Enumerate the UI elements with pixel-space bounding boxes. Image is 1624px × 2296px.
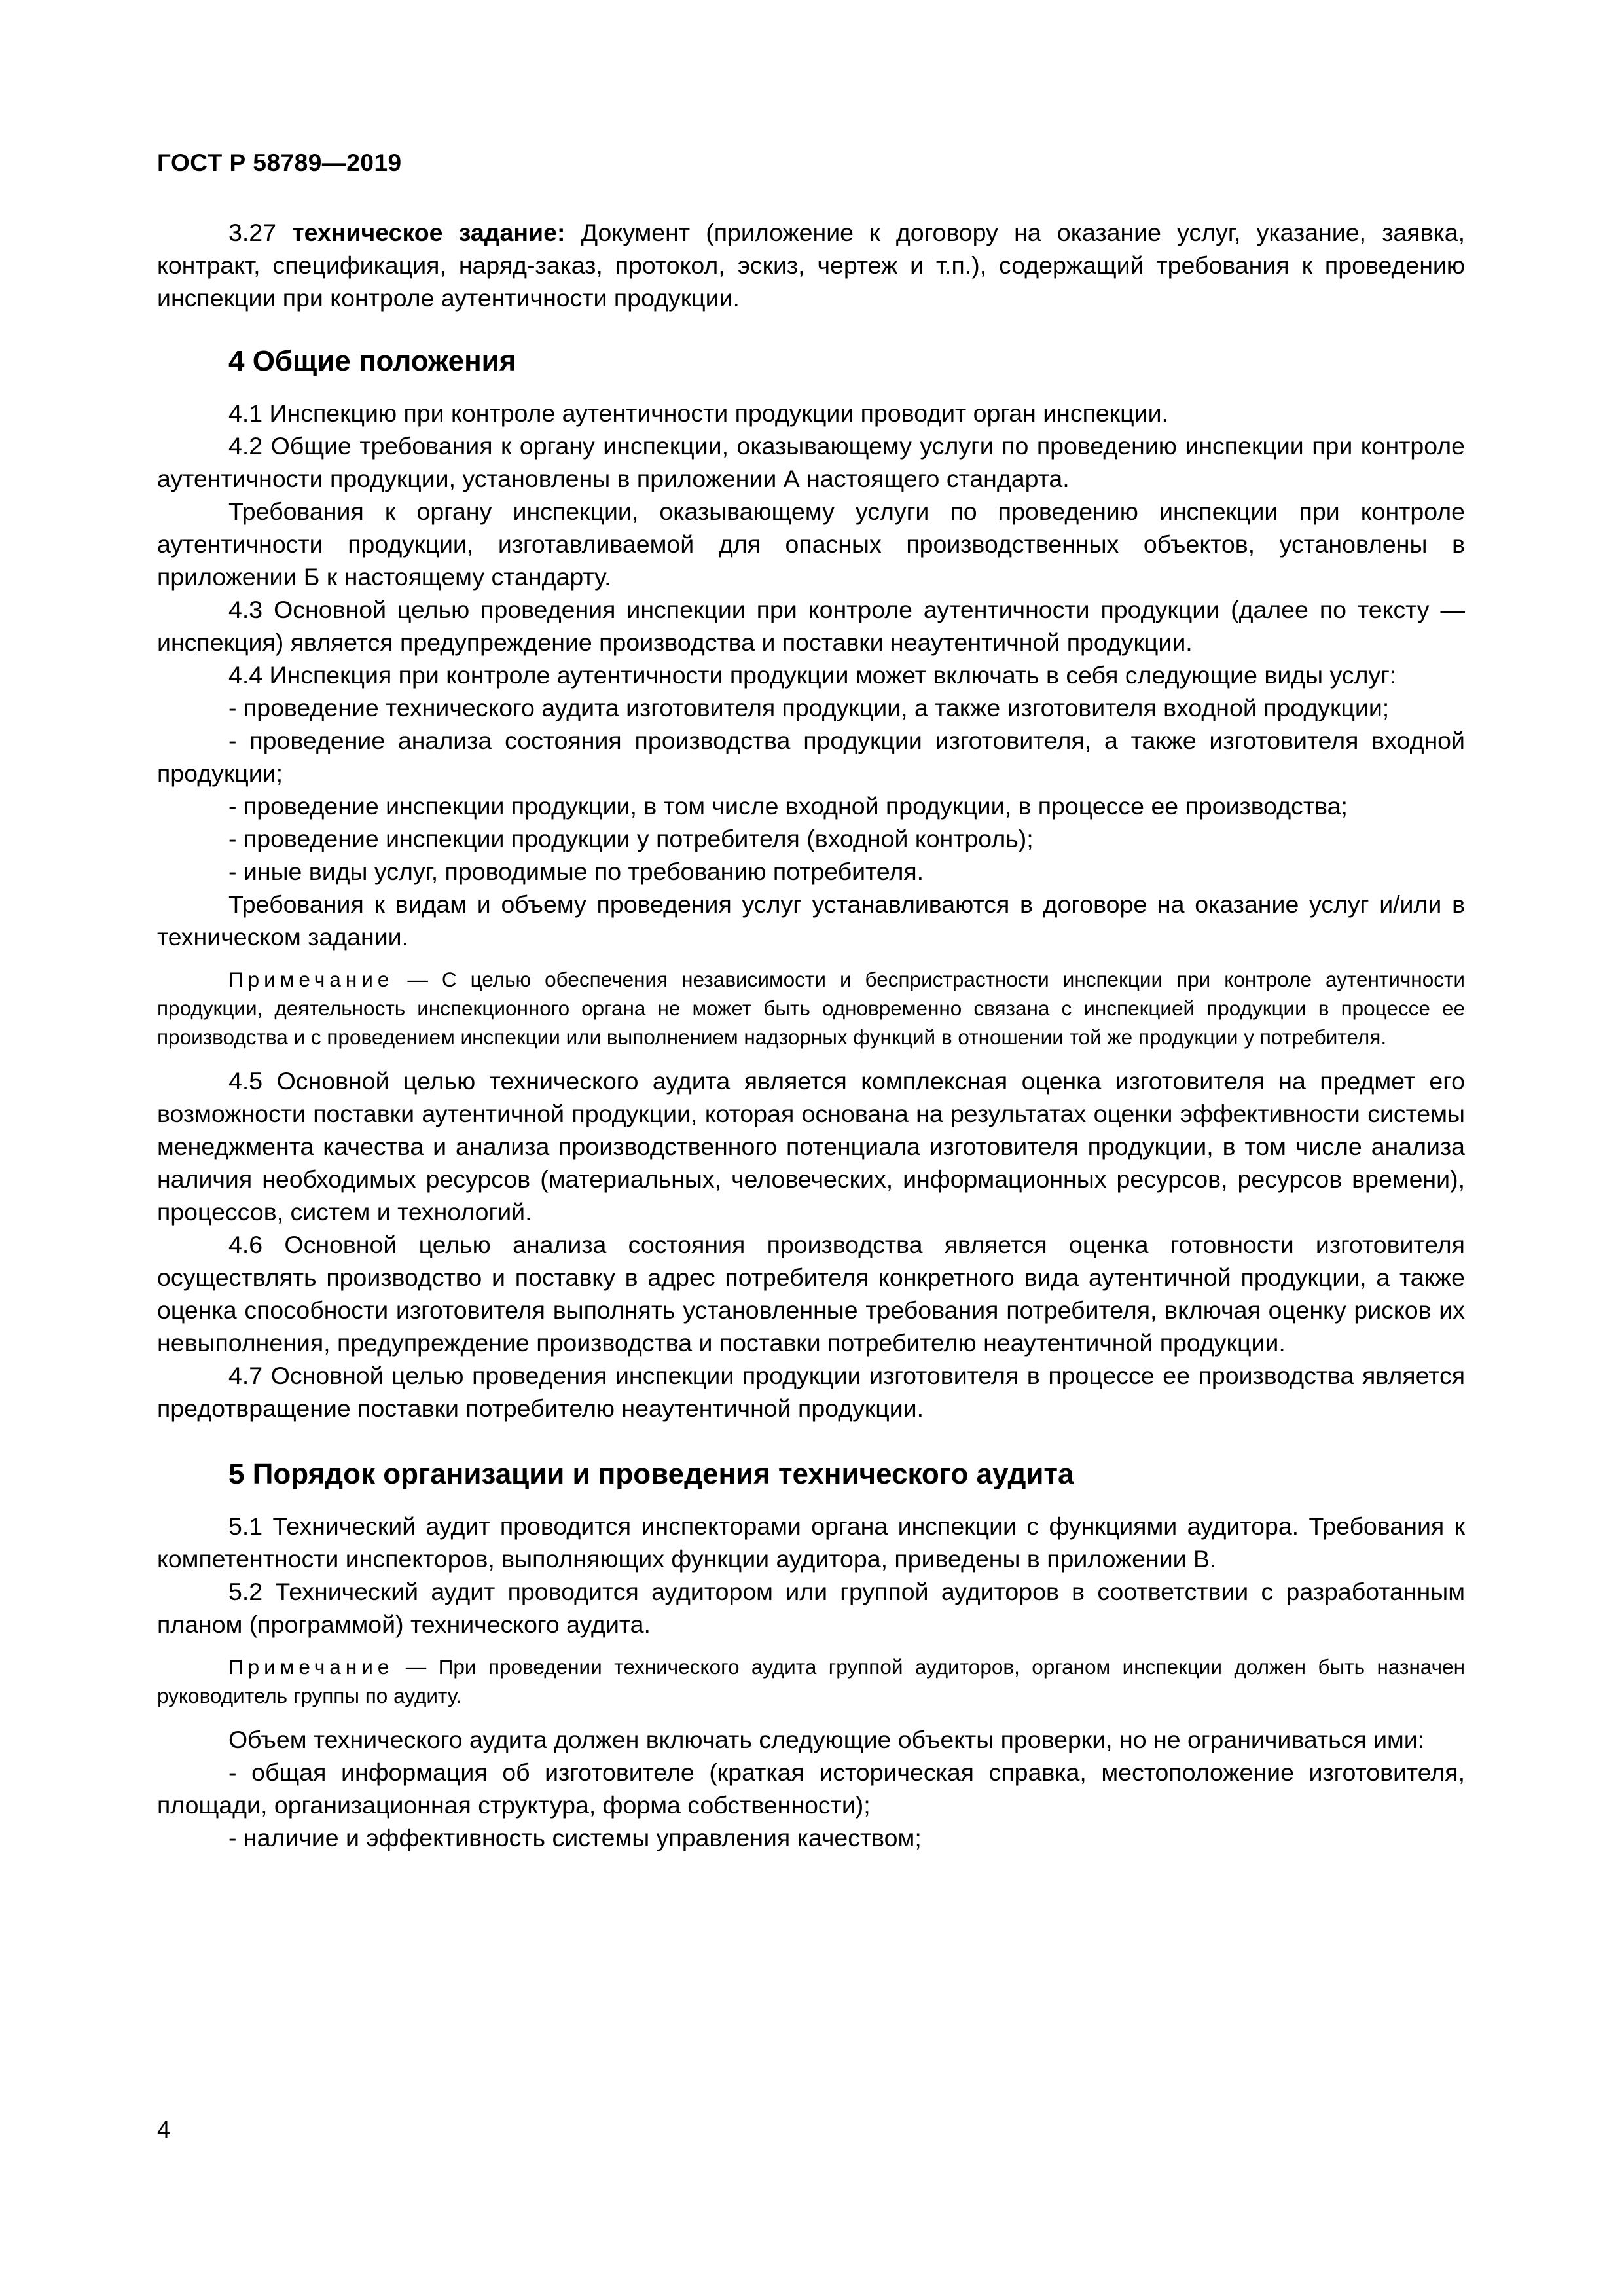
clause-number: 3.27 <box>228 219 276 246</box>
section-5-heading: 5 Порядок организации и проведения технического аудита <box>228 1458 1074 1490</box>
list-item: - проведение анализа состояния производства продукции изготовителя, а также изготовителя входной продукции; <box>157 727 1465 787</box>
list-item: - проведение инспекции продукции у потребителя (входной контроль); <box>228 825 1034 852</box>
clause-5-1: 5.1 Технический аудит проводится инспекторами органа инспекции с функциями аудитора. Требования к компетентности инспекторов, выполняющих функции аудитора, приведены в приложении В. <box>157 1512 1465 1573</box>
list-item: - общая информация об изготовителе (краткая историческая справка, местоположение изготовителя, площади, организационная структура, форма собственности); <box>157 1758 1465 1819</box>
note-text: — С целью обеспечения независимости и беспристрастности инспекции при контроле аутентичности продукции, деятельность инспекционного органа не может быть одновременно связана с инспекцией продукции в процессе ее производства и с проведением инспекции или выполнением надзорных функций в отношении той же продукции у потребителя. <box>157 968 1465 1049</box>
paragraph-audit-scope: Объем технического аудита должен включать следующие объекты проверки, но не ограничиваться ими: <box>228 1726 1425 1753</box>
paragraph-service-requirements: Требования к видам и объему проведения услуг устанавливаются в договоре на оказание услуг и/или в техническом задании. <box>157 890 1465 951</box>
list-item: - наличие и эффективность системы управления качеством; <box>228 1824 922 1851</box>
note-label: Примечание <box>228 1655 394 1679</box>
clause-4-1: 4.1 Инспекцию при контроле аутентичности продукции проводит орган инспекции. <box>228 399 1168 427</box>
paragraph-requirements-hazardous: Требования к органу инспекции, оказывающему услуги по проведению инспекции при контроле аутентичности продукции, изготавливаемой для опасных производственных объектов, установлены в приложении Б к настоящему стандарту. <box>157 498 1465 591</box>
note-label: Примечание <box>228 968 394 991</box>
clause-4-3: 4.3 Основной целью проведения инспекции при контроле аутентичности продукции (далее по тексту — инспекция) является предупреждение производства и поставки неаутентичной продукции. <box>157 596 1465 656</box>
document-code-header: ГОСТ Р 58789—2019 <box>157 149 402 176</box>
note-text: — При проведении технического аудита группой аудиторов, органом инспекции должен быть назначен руководитель группы по аудиту. <box>157 1655 1465 1707</box>
clause-4-6: 4.6 Основной целью анализа состояния производства является оценка готовности изготовителя осуществлять производство и поставку в адрес потребителя конкретного вида аутентичной продукции, а также оценка способности изготовителя выполнять установленные требования потребителя, включая оценку рисков их невыполнения, предупреждение производства и поставки потребителю неаутентичной продукции. <box>157 1231 1465 1357</box>
term-title: техническое задание: <box>292 219 566 246</box>
section-4-heading: 4 Общие положения <box>228 345 516 377</box>
page-number: 4 <box>157 2116 171 2143</box>
clause-5-2: 5.2 Технический аудит проводится аудитором или группой аудиторов в соответствии с разработанным планом (программой) технического аудита. <box>157 1578 1465 1638</box>
clause-3-27 <box>157 216 1465 314</box>
list-item: - проведение технического аудита изготовителя продукции, а также изготовителя входной продукции; <box>228 694 1390 721</box>
clause-4-2: 4.2 Общие требования к органу инспекции, оказывающему услуги по проведению инспекции при контроле аутентичности продукции, установлены в приложении А настоящего стандарта. <box>157 432 1465 492</box>
page-body <box>157 216 1465 1854</box>
list-item: - иные виды услуг, проводимые по требованию потребителя. <box>228 858 924 885</box>
term-definition: Документ (приложение к договору на оказание услуг, указание, заявка, контракт, спецификация, наряд-заказ, протокол, эскиз, чертеж и т.п.), содержащий требования к проведению инспекции при контроле аутентичности продукции. <box>157 219 1466 312</box>
clause-4-4: 4.4 Инспекция при контроле аутентичности продукции может включать в себя следующие виды услуг: <box>228 661 1397 689</box>
list-item: - проведение инспекции продукции, в том числе входной продукции, в процессе ее производства; <box>228 792 1348 820</box>
clause-4-5: 4.5 Основной целью технического аудита является комплексная оценка изготовителя на предмет его возможности поставки аутентичной продукции, которая основана на результатах оценки эффективности системы менеджмента качества и анализа производственного потенциала изготовителя продукции, в том числе анализа наличия необходимых ресурсов (материальных, человеческих, информационных ресурсов, ресурсов времени), процессов, систем и технологий. <box>157 1067 1465 1226</box>
note-audit-group <box>157 1652 1465 1710</box>
note-independence <box>157 965 1465 1051</box>
clause-4-7: 4.7 Основной целью проведения инспекции продукции изготовителя в процессе ее производства является предотвращение поставки потребителю неаутентичной продукции. <box>157 1362 1465 1422</box>
